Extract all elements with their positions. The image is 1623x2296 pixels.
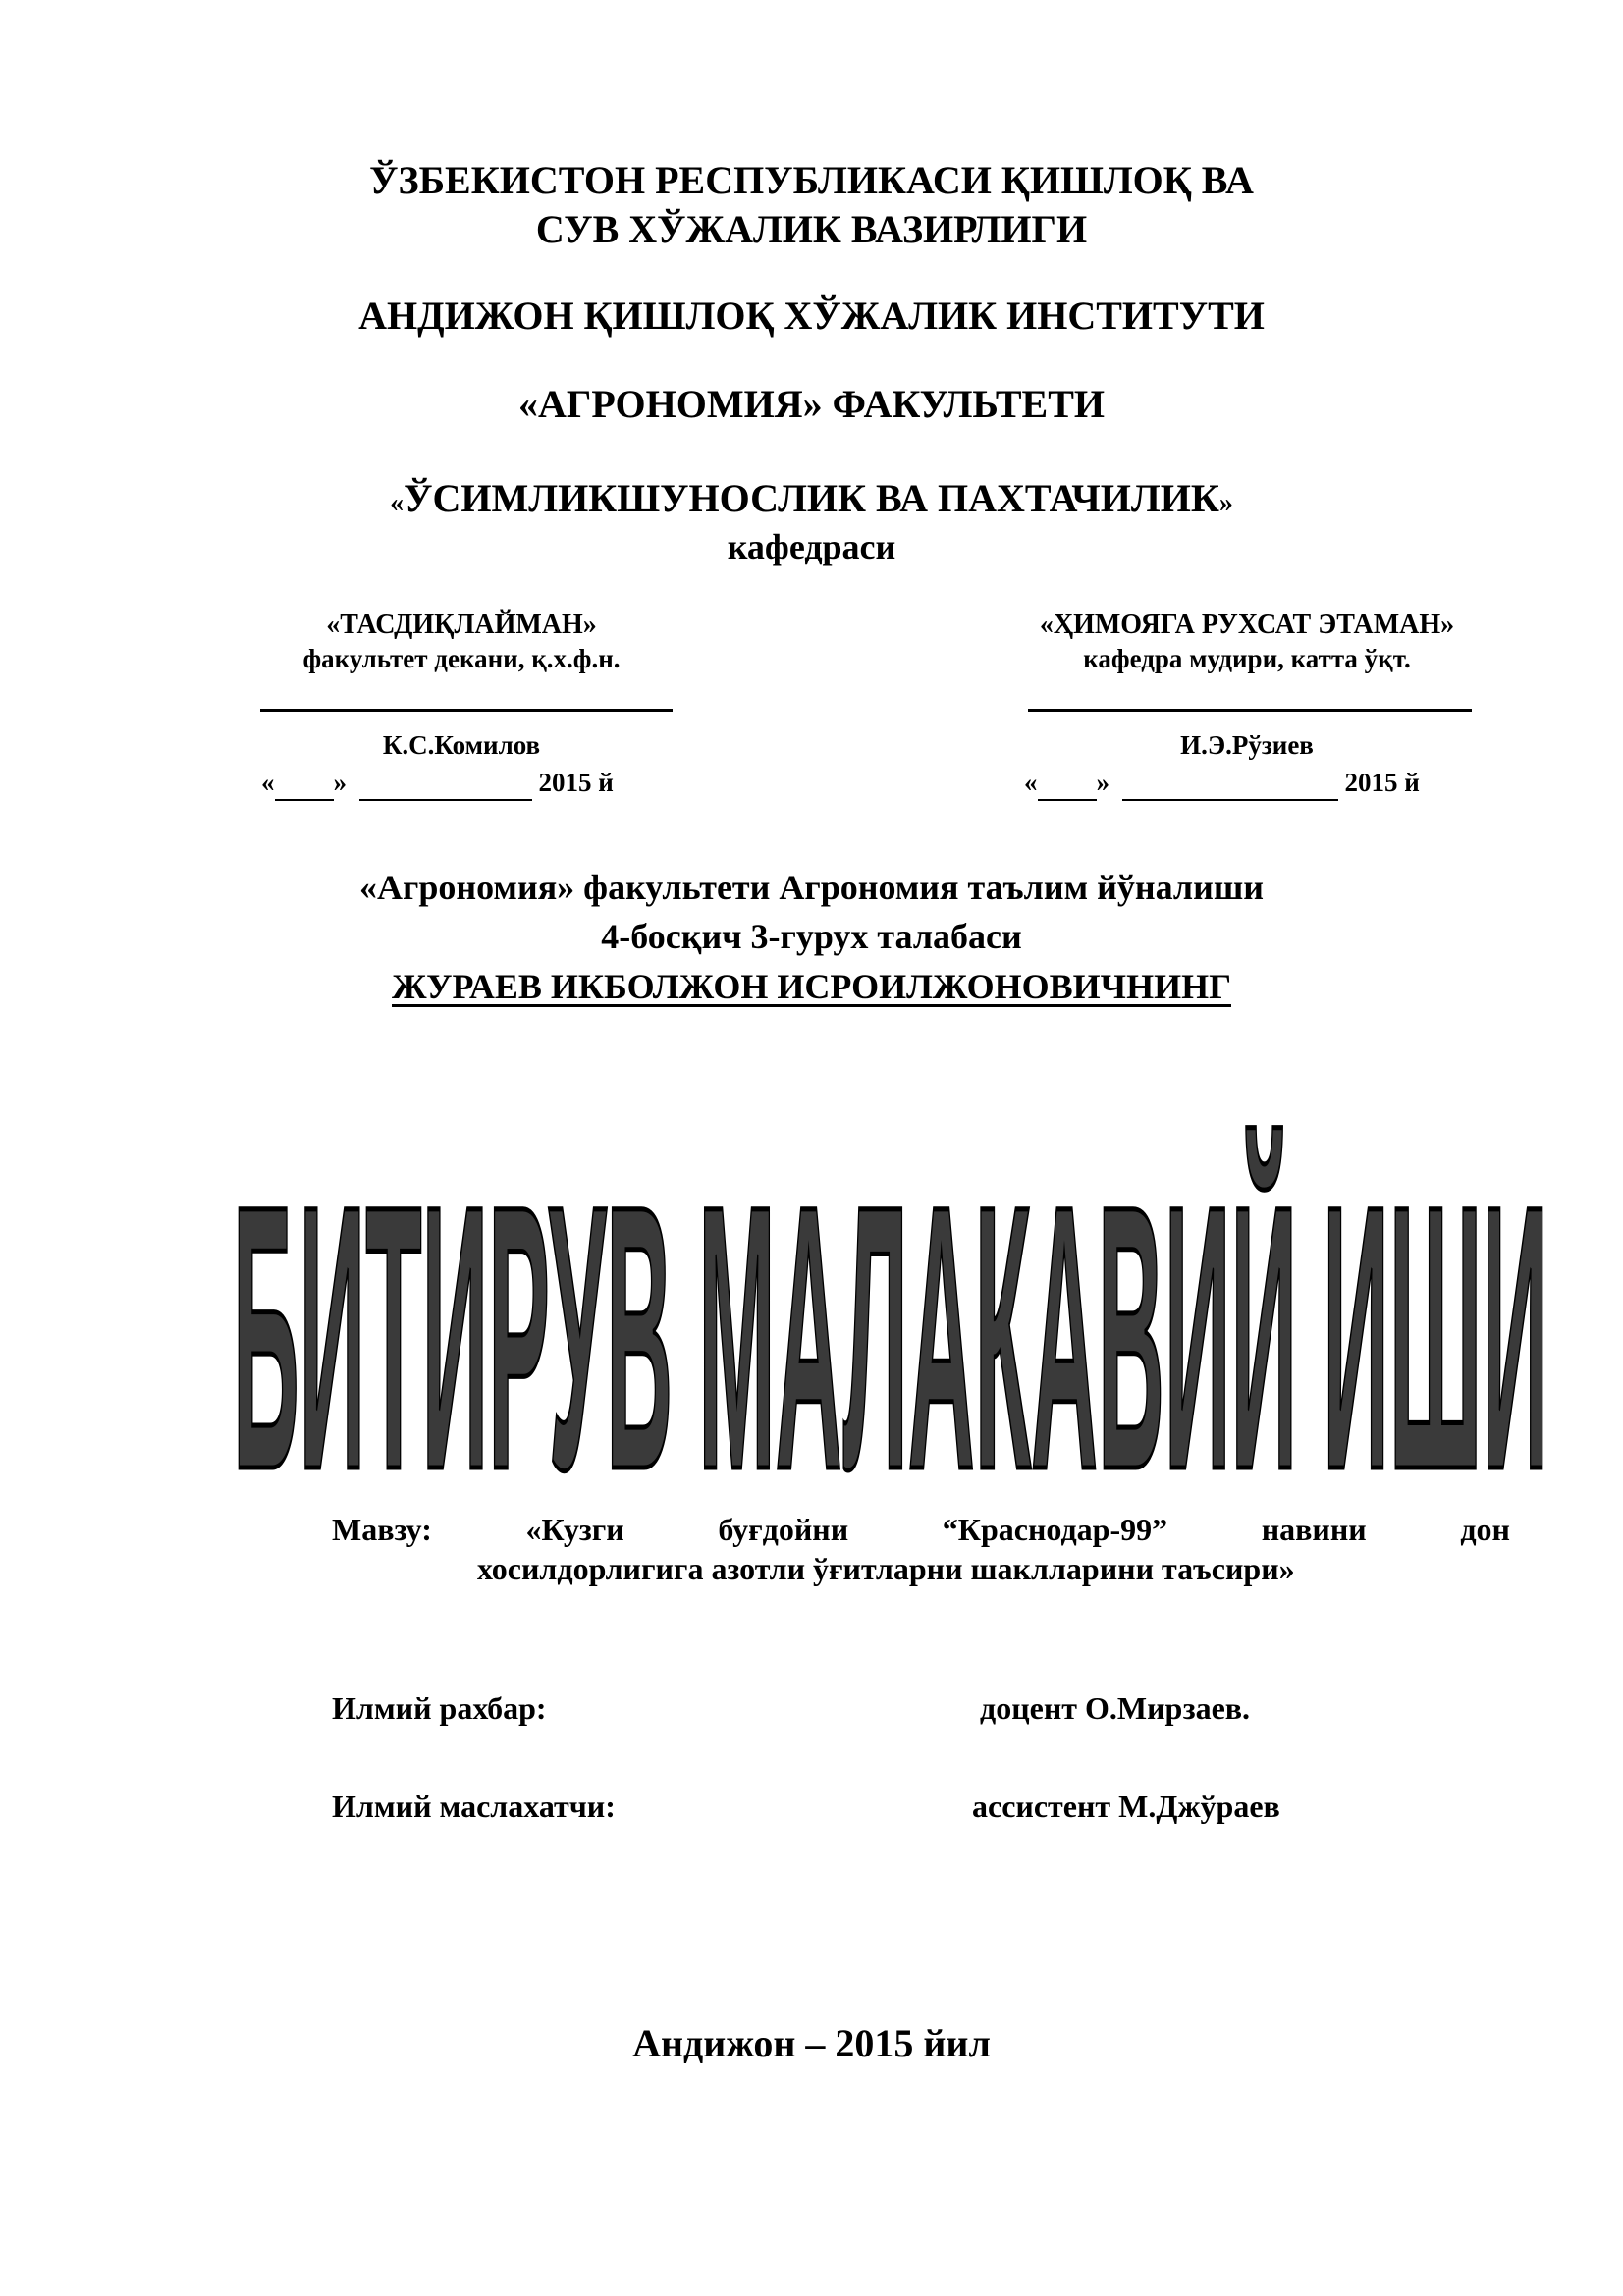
day-blank xyxy=(1038,766,1097,801)
approval-left-name: К.С.Комилов xyxy=(382,730,541,760)
approval-right-title: «ҲИМОЯГА РУХСАТ ЭТАМАН» xyxy=(1039,610,1455,640)
topic-block xyxy=(332,1510,1510,1588)
topic-word: буғдойни xyxy=(718,1512,849,1547)
approval-left xyxy=(236,609,687,675)
approval-left-title: «ТАСДИҚЛАЙМАН» xyxy=(326,610,597,640)
date-quote-close: » xyxy=(1096,768,1109,797)
approval-left-year: 2015 й xyxy=(538,768,614,797)
topic-word: “Краснодар-99” xyxy=(942,1512,1168,1547)
approval-left-role: факультет декани, қ.х.ф.н. xyxy=(302,644,621,673)
month-blank xyxy=(1122,766,1338,801)
institute-name: АНДИЖОН ҚИШЛОҚ ХЎЖАЛИК ИНСТИТУТИ xyxy=(358,294,1265,338)
approval-right-date xyxy=(1024,766,1420,801)
approval-right xyxy=(982,609,1512,675)
department-quote-open: « xyxy=(390,488,405,518)
topic-word: «Кузги xyxy=(525,1512,624,1547)
approval-left-date xyxy=(261,766,614,801)
approval-right-role: кафедра мудири, катта ўқт. xyxy=(1083,644,1411,673)
city-year-footer: Андижон – 2015 йил xyxy=(632,2021,991,2065)
faculty-name: «АГРОНОМИЯ» ФАКУЛЬТЕТИ xyxy=(517,382,1106,426)
consultant-label: Илмий маслахатчи: xyxy=(332,1789,616,1824)
topic-line-1 xyxy=(332,1510,1510,1549)
topic-label: Мавзу: xyxy=(332,1512,432,1547)
date-quote-close: » xyxy=(333,768,347,797)
date-quote-open: « xyxy=(261,768,275,797)
signature-line-right xyxy=(1028,709,1472,712)
ministry-line-2: СУВ ХЎЖАЛИК ВАЗИРЛИГИ xyxy=(535,207,1088,251)
approval-right-year: 2015 й xyxy=(1344,768,1420,797)
day-blank xyxy=(275,766,334,801)
topic-line-2: хосилдорлигига азотли ўғитларни шаклларини таъсири» xyxy=(477,1551,1295,1586)
topic-word: дон xyxy=(1460,1512,1510,1547)
student-name: ЖУРАЕВ ИКБОЛЖОН ИСРОИЛЖОНОВИЧНИНГ xyxy=(392,967,1231,1006)
department-name xyxy=(0,475,1623,527)
consultant-value: ассистент М.Джўраев xyxy=(972,1789,1280,1824)
date-quote-open: « xyxy=(1024,768,1038,797)
department-word: кафедраси xyxy=(727,527,896,566)
signature-line-left xyxy=(260,709,673,712)
topic-word: навини xyxy=(1261,1512,1367,1547)
work-title-text: БИТИРУВ МАЛАКАВИЙ ИШИ xyxy=(233,1127,1548,1548)
month-blank xyxy=(359,766,532,801)
approval-right-name: И.Э.Рўзиев xyxy=(1180,730,1314,760)
ministry-line-1: ЎЗБЕКИСТОН РЕСПУБЛИКАСИ ҚИШЛОҚ ВА xyxy=(369,158,1254,202)
student-line-2: 4-босқич 3-гурух талабаси xyxy=(601,917,1022,956)
supervisor-value: доцент О.Мирзаев. xyxy=(980,1690,1251,1726)
supervisor-label: Илмий рахбар: xyxy=(332,1690,547,1726)
student-line-1: «Агрономия» факультети Агрономия таълим йўналиши xyxy=(359,868,1264,907)
department-quote-close: » xyxy=(1218,488,1233,518)
department-name-text: ЎСИМЛИКШУНОСЛИК ВА ПАХТАЧИЛИК xyxy=(404,476,1219,520)
